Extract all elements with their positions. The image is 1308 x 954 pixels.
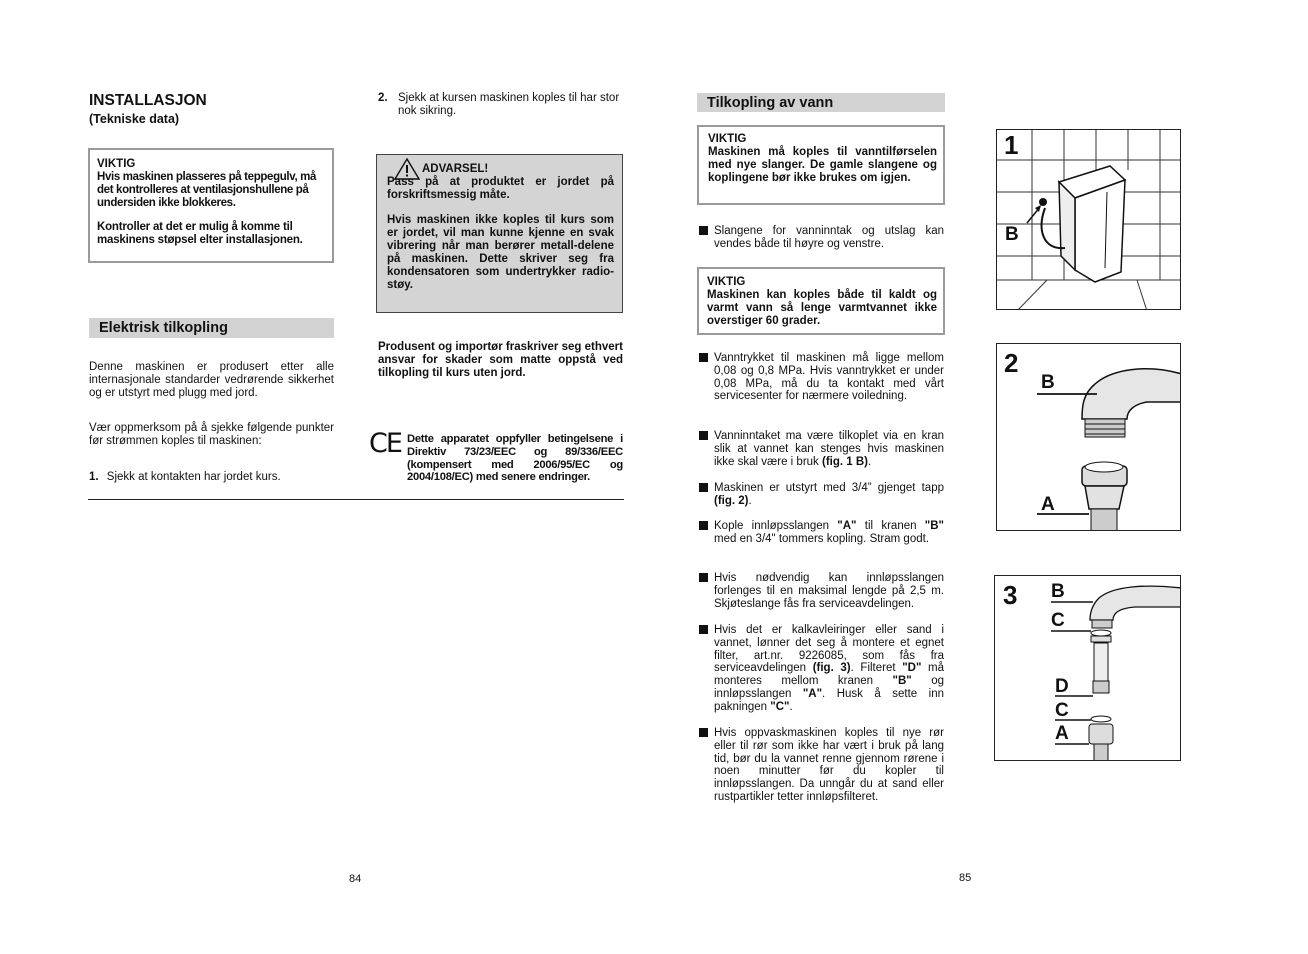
list-item-text: Slangene for vanninntak og utslag kan vendes både til høyre og venstre.	[714, 225, 944, 250]
list-item-text: Maskinen er utstyrt med 3/4” gjenget tapp (fig. 2).	[714, 482, 944, 507]
square-bullet-icon	[699, 483, 708, 492]
figure-3-label-d: D	[1055, 676, 1069, 697]
check-item-2	[378, 92, 626, 118]
warning-triangle-icon	[394, 158, 420, 180]
list-item-text: Kople innløpsslangen "A" til kranen "B" med en 3/4" tommers kopling. Stram godt.	[714, 520, 944, 545]
square-bullet-icon	[699, 431, 708, 440]
check-item-1-text: Sjekk at kontakten har jordet kurs.	[106, 471, 281, 483]
list-item	[699, 727, 944, 804]
check-item-2-number: 2.	[378, 92, 388, 104]
warning-box	[376, 154, 623, 313]
tap-and-hose-illustration	[997, 344, 1181, 531]
figure-3-label-c-bottom: C	[1055, 700, 1069, 721]
figure-3-label-b: B	[1051, 581, 1065, 602]
figure-2-tap-thread	[996, 343, 1181, 531]
section-heading-electrical: Elektrisk tilkopling	[89, 318, 334, 338]
figure-1-label-b: B	[1005, 224, 1019, 245]
list-item-text: Hvis oppvaskmaskinen koples til nye rør eller til rør som ikke har vært i bruk på lang tid, bør du la vannet renne gjennom rørene i noen minutter før du kopler til innløpsslangen. Da unngår du at sand eller rustpartikler tetter innløpsfilteret.	[714, 727, 944, 803]
electrical-check-text: Vær oppmerksom på å sjekke følgende punkter før strømmen koples til maskinen:	[89, 422, 334, 447]
check-item-2-text: Sjekk at kursen maskinen koples til har stor nok sikring.	[398, 92, 620, 117]
list-item-text: Hvis det er kalkavleiringer eller sand i vannet, lønner det seg å montere et egnet filter, art.nr. 9226085, som fås fra serviceavdelingen (fig. 3). Filteret "D" må monteres mellom kranen "B" og innløpsslangen "A". Husk å sette inn pakningen "C".	[714, 624, 944, 713]
list-item	[699, 225, 944, 251]
list-item-text: Vanntrykket til maskinen må ligge mellom 0,08 og 0,8 MPa. Hvis vanntrykket er under 0,08 MPa, må du ta kontakt med vårt servicesenter for nærmere voiledning.	[714, 352, 944, 403]
list-item	[699, 352, 944, 403]
square-bullet-icon	[699, 728, 708, 737]
warning-text-2: Hvis maskinen ikke koples til kurs som er jordet, vil man kunne kjenne en svak vibrering når man berører metall-delene på maskinen. Dette skriver seg fra kondensatoren som undertrykker radio-støy.	[387, 214, 614, 291]
figure-3-label-c-top: C	[1051, 610, 1065, 631]
figure-1-dishwasher-connection	[996, 129, 1181, 310]
dishwasher-tiles-illustration	[997, 130, 1181, 310]
viktig-note-box	[88, 148, 334, 263]
viktig-text-1: Hvis maskinen plasseres på teppegulv, må det kontrolleres at ventilasjonshullene på undersiden ikke blokkeres.	[97, 171, 317, 209]
square-bullet-icon	[699, 625, 708, 634]
figure-2-label-b: B	[1041, 372, 1055, 393]
ce-compliance-text: Dette apparatet oppfyller betingelsene i Direktiv 73/23/EEC og 89/336/EEC (kompensert med 2006/95/EC og 2004/108/EC) med senere endringer.	[407, 433, 623, 484]
viktig-note-box-3	[697, 267, 945, 335]
viktig-text-2: Kontroller at det er mulig å komme til maskinens støpsel elter installasjonen.	[97, 221, 303, 246]
section-divider	[88, 499, 624, 500]
square-bullet-icon	[699, 521, 708, 530]
square-bullet-icon	[699, 226, 708, 235]
page-title: INSTALLASJON	[89, 92, 207, 109]
electrical-intro-text: Denne maskinen er produsert etter alle internasjonale standarder vedrørende sikkerhet og er utstyrt med plugg med jord.	[89, 361, 334, 399]
filter-assembly-illustration	[995, 576, 1181, 761]
viktig2-text: Maskinen må koples til vanntilførselen med nye slanger. De gamle slangene og koplingene bør ikke brukes om igjen.	[708, 146, 937, 184]
warning-text-1: Pass på at produktet er jordet på forskriftsmessig måte.	[387, 176, 614, 201]
viktig2-heading: VIKTIG	[708, 133, 747, 145]
viktig3-heading: VIKTIG	[707, 276, 746, 288]
square-bullet-icon	[699, 353, 708, 362]
square-bullet-icon	[699, 573, 708, 582]
list-item	[699, 624, 944, 714]
ce-mark-icon: CE	[369, 428, 401, 459]
section-heading-water: Tilkopling av vann	[697, 93, 945, 112]
figure-2-label-a: A	[1041, 494, 1055, 515]
list-item-text: Hvis nødvendig kan innløpsslangen forlenges til en maksimal lengde på 2,5 m. Skjøteslange fås fra serviceavdelingen.	[714, 572, 944, 610]
page-subtitle: (Tekniske data)	[89, 112, 180, 126]
list-item	[699, 520, 944, 546]
list-item	[699, 482, 944, 508]
check-item-1-number: 1.	[89, 471, 99, 483]
page-number-left: 84	[349, 873, 362, 885]
figure-3-number: 3	[1003, 580, 1018, 610]
warning-heading: ADVARSEL!	[422, 163, 489, 175]
check-item-1	[89, 471, 334, 484]
viktig3-text: Maskinen kan koples både til kaldt og varmt vann så lenge varmtvannet ikke overstiger 60 grader.	[707, 289, 937, 327]
figure-3-filter-assembly	[994, 575, 1181, 761]
figure-3-label-a: A	[1055, 723, 1069, 744]
list-item	[699, 572, 944, 610]
viktig-note-box-2	[697, 125, 945, 205]
viktig-heading: VIKTIG	[97, 158, 136, 170]
list-item	[699, 430, 944, 468]
figure-1-number: 1	[1004, 130, 1019, 160]
page-number-right: 85	[959, 872, 972, 884]
liability-disclaimer: Produsent og importør fraskriver seg ethvert ansvar for skader som matte oppstå ved tilkopling til kurs uten jord.	[378, 341, 623, 379]
list-item-text: Vanninntaket ma være tilkoplet via en kran slik at vannet kan stenges hvis maskinen ikke skal være i bruk (fig. 1 B).	[714, 430, 944, 468]
figure-2-number: 2	[1004, 348, 1019, 378]
